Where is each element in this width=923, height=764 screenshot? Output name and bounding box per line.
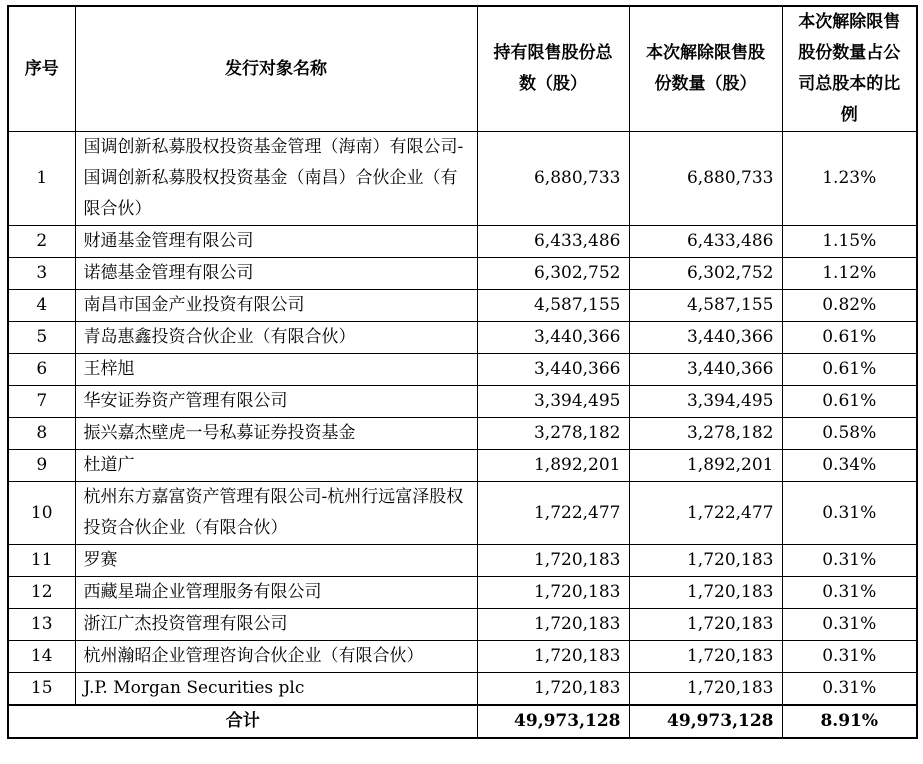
cell-released: 6,880,733 bbox=[629, 132, 782, 226]
cell-held: 4,587,155 bbox=[477, 290, 629, 322]
cell-index: 3 bbox=[8, 258, 75, 290]
cell-index: 5 bbox=[8, 322, 75, 354]
cell-index: 13 bbox=[8, 609, 75, 641]
cell-issuer: 青岛惠鑫投资合伙企业（有限合伙） bbox=[75, 322, 477, 354]
table-row bbox=[8, 577, 917, 609]
cell-ratio: 0.31% bbox=[782, 641, 917, 673]
cell-held: 3,278,182 bbox=[477, 418, 629, 450]
total-label: 合计 bbox=[8, 705, 477, 738]
cell-issuer: 杭州东方嘉富资产管理有限公司-杭州行远富泽股权投资合伙企业（有限合伙） bbox=[75, 482, 477, 545]
cell-released: 6,302,752 bbox=[629, 258, 782, 290]
cell-held: 1,720,183 bbox=[477, 641, 629, 673]
cell-released: 3,440,366 bbox=[629, 322, 782, 354]
cell-released: 1,720,183 bbox=[629, 641, 782, 673]
cell-held: 3,440,366 bbox=[477, 354, 629, 386]
header-issuer: 发行对象名称 bbox=[75, 6, 477, 132]
header-released: 本次解除限售股份数量（股） bbox=[629, 6, 782, 132]
cell-issuer: 杭州瀚昭企业管理咨询合伙企业（有限合伙） bbox=[75, 641, 477, 673]
total-ratio: 8.91% bbox=[782, 705, 917, 738]
cell-released: 3,440,366 bbox=[629, 354, 782, 386]
cell-released: 4,587,155 bbox=[629, 290, 782, 322]
cell-ratio: 0.61% bbox=[782, 386, 917, 418]
table-row bbox=[8, 132, 917, 226]
table-row bbox=[8, 450, 917, 482]
cell-issuer: 南昌市国金产业投资有限公司 bbox=[75, 290, 477, 322]
cell-ratio: 0.58% bbox=[782, 418, 917, 450]
header-held: 持有限售股份总数（股） bbox=[477, 6, 629, 132]
cell-held: 6,433,486 bbox=[477, 226, 629, 258]
cell-released: 3,394,495 bbox=[629, 386, 782, 418]
cell-index: 12 bbox=[8, 577, 75, 609]
cell-released: 1,720,183 bbox=[629, 673, 782, 706]
cell-issuer: 罗赛 bbox=[75, 545, 477, 577]
table-row bbox=[8, 609, 917, 641]
cell-held: 6,302,752 bbox=[477, 258, 629, 290]
table-row bbox=[8, 418, 917, 450]
cell-index: 9 bbox=[8, 450, 75, 482]
cell-released: 1,720,183 bbox=[629, 545, 782, 577]
header-ratio: 本次解除限售股份数量占公司总股本的比例 bbox=[782, 6, 917, 132]
cell-ratio: 0.31% bbox=[782, 609, 917, 641]
cell-index: 6 bbox=[8, 354, 75, 386]
table-row bbox=[8, 545, 917, 577]
cell-index: 7 bbox=[8, 386, 75, 418]
cell-released: 3,278,182 bbox=[629, 418, 782, 450]
header-index: 序号 bbox=[8, 6, 75, 132]
table-row bbox=[8, 226, 917, 258]
cell-ratio: 0.31% bbox=[782, 482, 917, 545]
cell-ratio: 1.12% bbox=[782, 258, 917, 290]
cell-issuer: 杜道广 bbox=[75, 450, 477, 482]
cell-issuer: J.P. Morgan Securities plc bbox=[75, 673, 477, 706]
cell-issuer: 浙江广杰投资管理有限公司 bbox=[75, 609, 477, 641]
cell-issuer: 国调创新私募股权投资基金管理（海南）有限公司-国调创新私募股权投资基金（南昌）合伙企业（有限合伙） bbox=[75, 132, 477, 226]
cell-ratio: 0.61% bbox=[782, 354, 917, 386]
cell-issuer: 财通基金管理有限公司 bbox=[75, 226, 477, 258]
table-row bbox=[8, 322, 917, 354]
cell-held: 1,720,183 bbox=[477, 609, 629, 641]
cell-index: 15 bbox=[8, 673, 75, 706]
table-row bbox=[8, 482, 917, 545]
cell-issuer: 华安证券资产管理有限公司 bbox=[75, 386, 477, 418]
header-row bbox=[8, 6, 917, 132]
restricted-shares-table bbox=[7, 5, 918, 739]
cell-held: 1,720,183 bbox=[477, 577, 629, 609]
cell-held: 1,720,183 bbox=[477, 545, 629, 577]
cell-ratio: 0.31% bbox=[782, 673, 917, 706]
cell-index: 1 bbox=[8, 132, 75, 226]
cell-ratio: 0.31% bbox=[782, 577, 917, 609]
cell-ratio: 0.82% bbox=[782, 290, 917, 322]
cell-held: 1,892,201 bbox=[477, 450, 629, 482]
cell-released: 1,722,477 bbox=[629, 482, 782, 545]
table-row bbox=[8, 354, 917, 386]
total-row bbox=[8, 705, 917, 738]
cell-held: 6,880,733 bbox=[477, 132, 629, 226]
cell-index: 11 bbox=[8, 545, 75, 577]
table-row bbox=[8, 258, 917, 290]
total-held: 49,973,128 bbox=[477, 705, 629, 738]
cell-released: 1,720,183 bbox=[629, 577, 782, 609]
cell-held: 3,394,495 bbox=[477, 386, 629, 418]
cell-issuer: 王梓旭 bbox=[75, 354, 477, 386]
cell-ratio: 0.34% bbox=[782, 450, 917, 482]
cell-index: 8 bbox=[8, 418, 75, 450]
cell-held: 1,722,477 bbox=[477, 482, 629, 545]
cell-index: 4 bbox=[8, 290, 75, 322]
cell-index: 14 bbox=[8, 641, 75, 673]
cell-ratio: 1.15% bbox=[782, 226, 917, 258]
cell-released: 1,720,183 bbox=[629, 609, 782, 641]
cell-issuer: 诺德基金管理有限公司 bbox=[75, 258, 477, 290]
cell-ratio: 0.31% bbox=[782, 545, 917, 577]
table-row bbox=[8, 673, 917, 706]
cell-issuer: 振兴嘉杰壁虎一号私募证券投资基金 bbox=[75, 418, 477, 450]
cell-issuer: 西藏星瑞企业管理服务有限公司 bbox=[75, 577, 477, 609]
cell-index: 10 bbox=[8, 482, 75, 545]
cell-released: 1,892,201 bbox=[629, 450, 782, 482]
cell-held: 3,440,366 bbox=[477, 322, 629, 354]
cell-ratio: 1.23% bbox=[782, 132, 917, 226]
cell-held: 1,720,183 bbox=[477, 673, 629, 706]
cell-index: 2 bbox=[8, 226, 75, 258]
total-released: 49,973,128 bbox=[629, 705, 782, 738]
table-row bbox=[8, 641, 917, 673]
cell-ratio: 0.61% bbox=[782, 322, 917, 354]
table-row bbox=[8, 290, 917, 322]
table-row bbox=[8, 386, 917, 418]
cell-released: 6,433,486 bbox=[629, 226, 782, 258]
